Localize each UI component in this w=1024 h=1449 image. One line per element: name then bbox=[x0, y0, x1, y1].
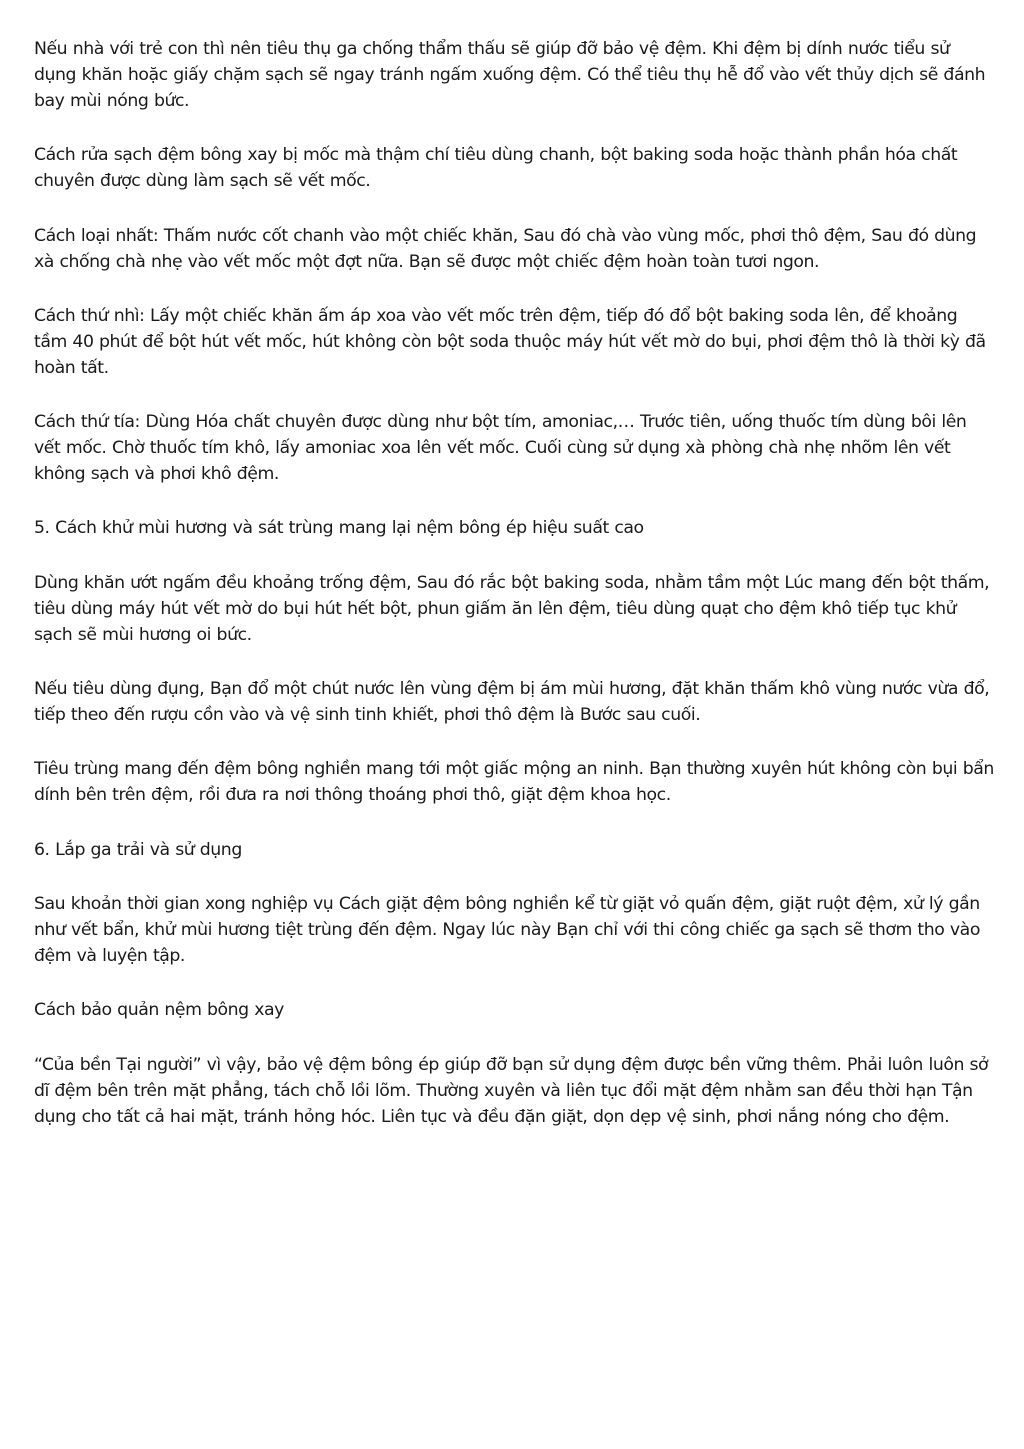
paragraph-mold-intro: Cách rửa sạch đệm bông xay bị mốc mà thậm chí tiêu dùng chanh, bột baking soda hoặc thành phần hóa chất chuyên được dùng làm sạch sẽ vết mốc. bbox=[34, 145, 958, 192]
section-heading-preservation: Cách bảo quản nệm bông xay bbox=[34, 1000, 284, 1021]
paragraph-method-one: Cách loại nhất: Thấm nước cốt chanh vào một chiếc khăn, Sau đó chà vào vùng mốc, phơi thô đệm, Sau đó dùng xà chống chà nhẹ vào vết mốc một đợt nữa. Bạn sẽ được một chiếc đệm hoàn toàn tươi ngon. bbox=[34, 225, 977, 272]
paragraph-method-three: Cách thứ tía: Dùng Hóa chất chuyên được dùng như bột tím, amoniac,… Trước tiên, uống thuốc tím dùng bôi lên vết mốc. Chờ thuốc tím khô, lấy amoniac xoa lên vết mốc. Cuối cùng sử dụng xà phòng chà nhẹ nhõm lên vết không sạch và phơi khô đệm. bbox=[34, 412, 967, 485]
paragraph-deodorize-steps: Dùng khăn ướt ngấm đều khoảng trống đệm, Sau đó rắc bột baking soda, nhằm tầm một Lúc mang đến bột thấm, tiêu dùng máy hút vết mờ do bụi hút hết bột, phun giấm ăn lên đệm, tiêu dùng quạt cho đệm khô tiếp tục khử sạch sẽ mùi hương oi bức. bbox=[34, 572, 990, 645]
paragraph-child-protection: Nếu nhà với trẻ con thì nên tiêu thụ ga chống thẩm thấu sẽ giúp đỡ bảo vệ đệm. Khi đệm bị dính nước tiểu sử dụng khăn hoặc giấy chặm sạch sẽ ngay tránh ngấm xuống đệm. Có thể tiêu thụ hễ đổ vào vết thủy dịch sẽ đánh bay mùi nóng bức. bbox=[34, 39, 986, 111]
paragraph-install-sheet: Sau khoản thời gian xong nghiệp vụ Cách giặt đệm bông nghiền kể từ giặt vỏ quấn đệm, giặt ruột đệm, xử lý gần như vết bẩn, khử mùi hương tiệt trùng đến đệm. Ngay lúc này Bạn chỉ với thi công chiếc ga sạch sẽ thơm tho vào đệm và luyện tập. bbox=[34, 893, 980, 966]
paragraph-method-two: Cách thứ nhì: Lấy một chiếc khăn ấm áp xoa vào vết mốc trên đệm, tiếp đó đổ bột baking soda lên, để khoảng tầm 40 phút để bột hút vết mốc, hút không còn bột soda thuộc máy hút vết mờ do bụi, phơi đệm thô là thời kỳ đã hoàn tất. bbox=[34, 305, 986, 378]
section-heading-deodorize: 5. Cách khử mùi hương và sát trùng mang lại nệm bông ép hiệu suất cao bbox=[34, 518, 644, 539]
paragraph-sterilize: Tiêu trùng mang đến đệm bông nghiền mang tới một giấc mộng an ninh. Bạn thường xuyên hút không còn bụi bẩn dính bên trên đệm, rồi đưa ra nơi thông thoáng phơi thô, giặt đệm khoa học. bbox=[34, 759, 994, 806]
paragraph-deodorize-alt: Nếu tiêu dùng đụng, Bạn đổ một chút nước lên vùng đệm bị ám mùi hương, đặt khăn thấm khô vùng nước vừa đổ, tiếp theo đến rượu cồn vào và vệ sinh tinh khiết, phơi thô đệm là Bước sau cuối. bbox=[34, 679, 990, 726]
section-heading-install-sheet: 6. Lắp ga trải và sử dụng bbox=[34, 839, 242, 860]
paragraph-preservation: “Của bền Tại người” vì vậy, bảo vệ đệm bông ép giúp đỡ bạn sử dụng đệm được bền vững thêm. Phải luôn luôn sở dĩ đệm bên trên mặt phẳng, tách chỗ lồi lõm. Thường xuyên và liên tục đổi mặt đệm nhằm san đều thời hạn Tận dụng cho tất cả hai mặt, tránh hỏng hóc. Liên tục và đều đặn giặt, dọn dẹp vệ sinh, phơi nắng nóng cho đệm. bbox=[34, 1054, 989, 1127]
document-page bbox=[34, 36, 994, 1158]
